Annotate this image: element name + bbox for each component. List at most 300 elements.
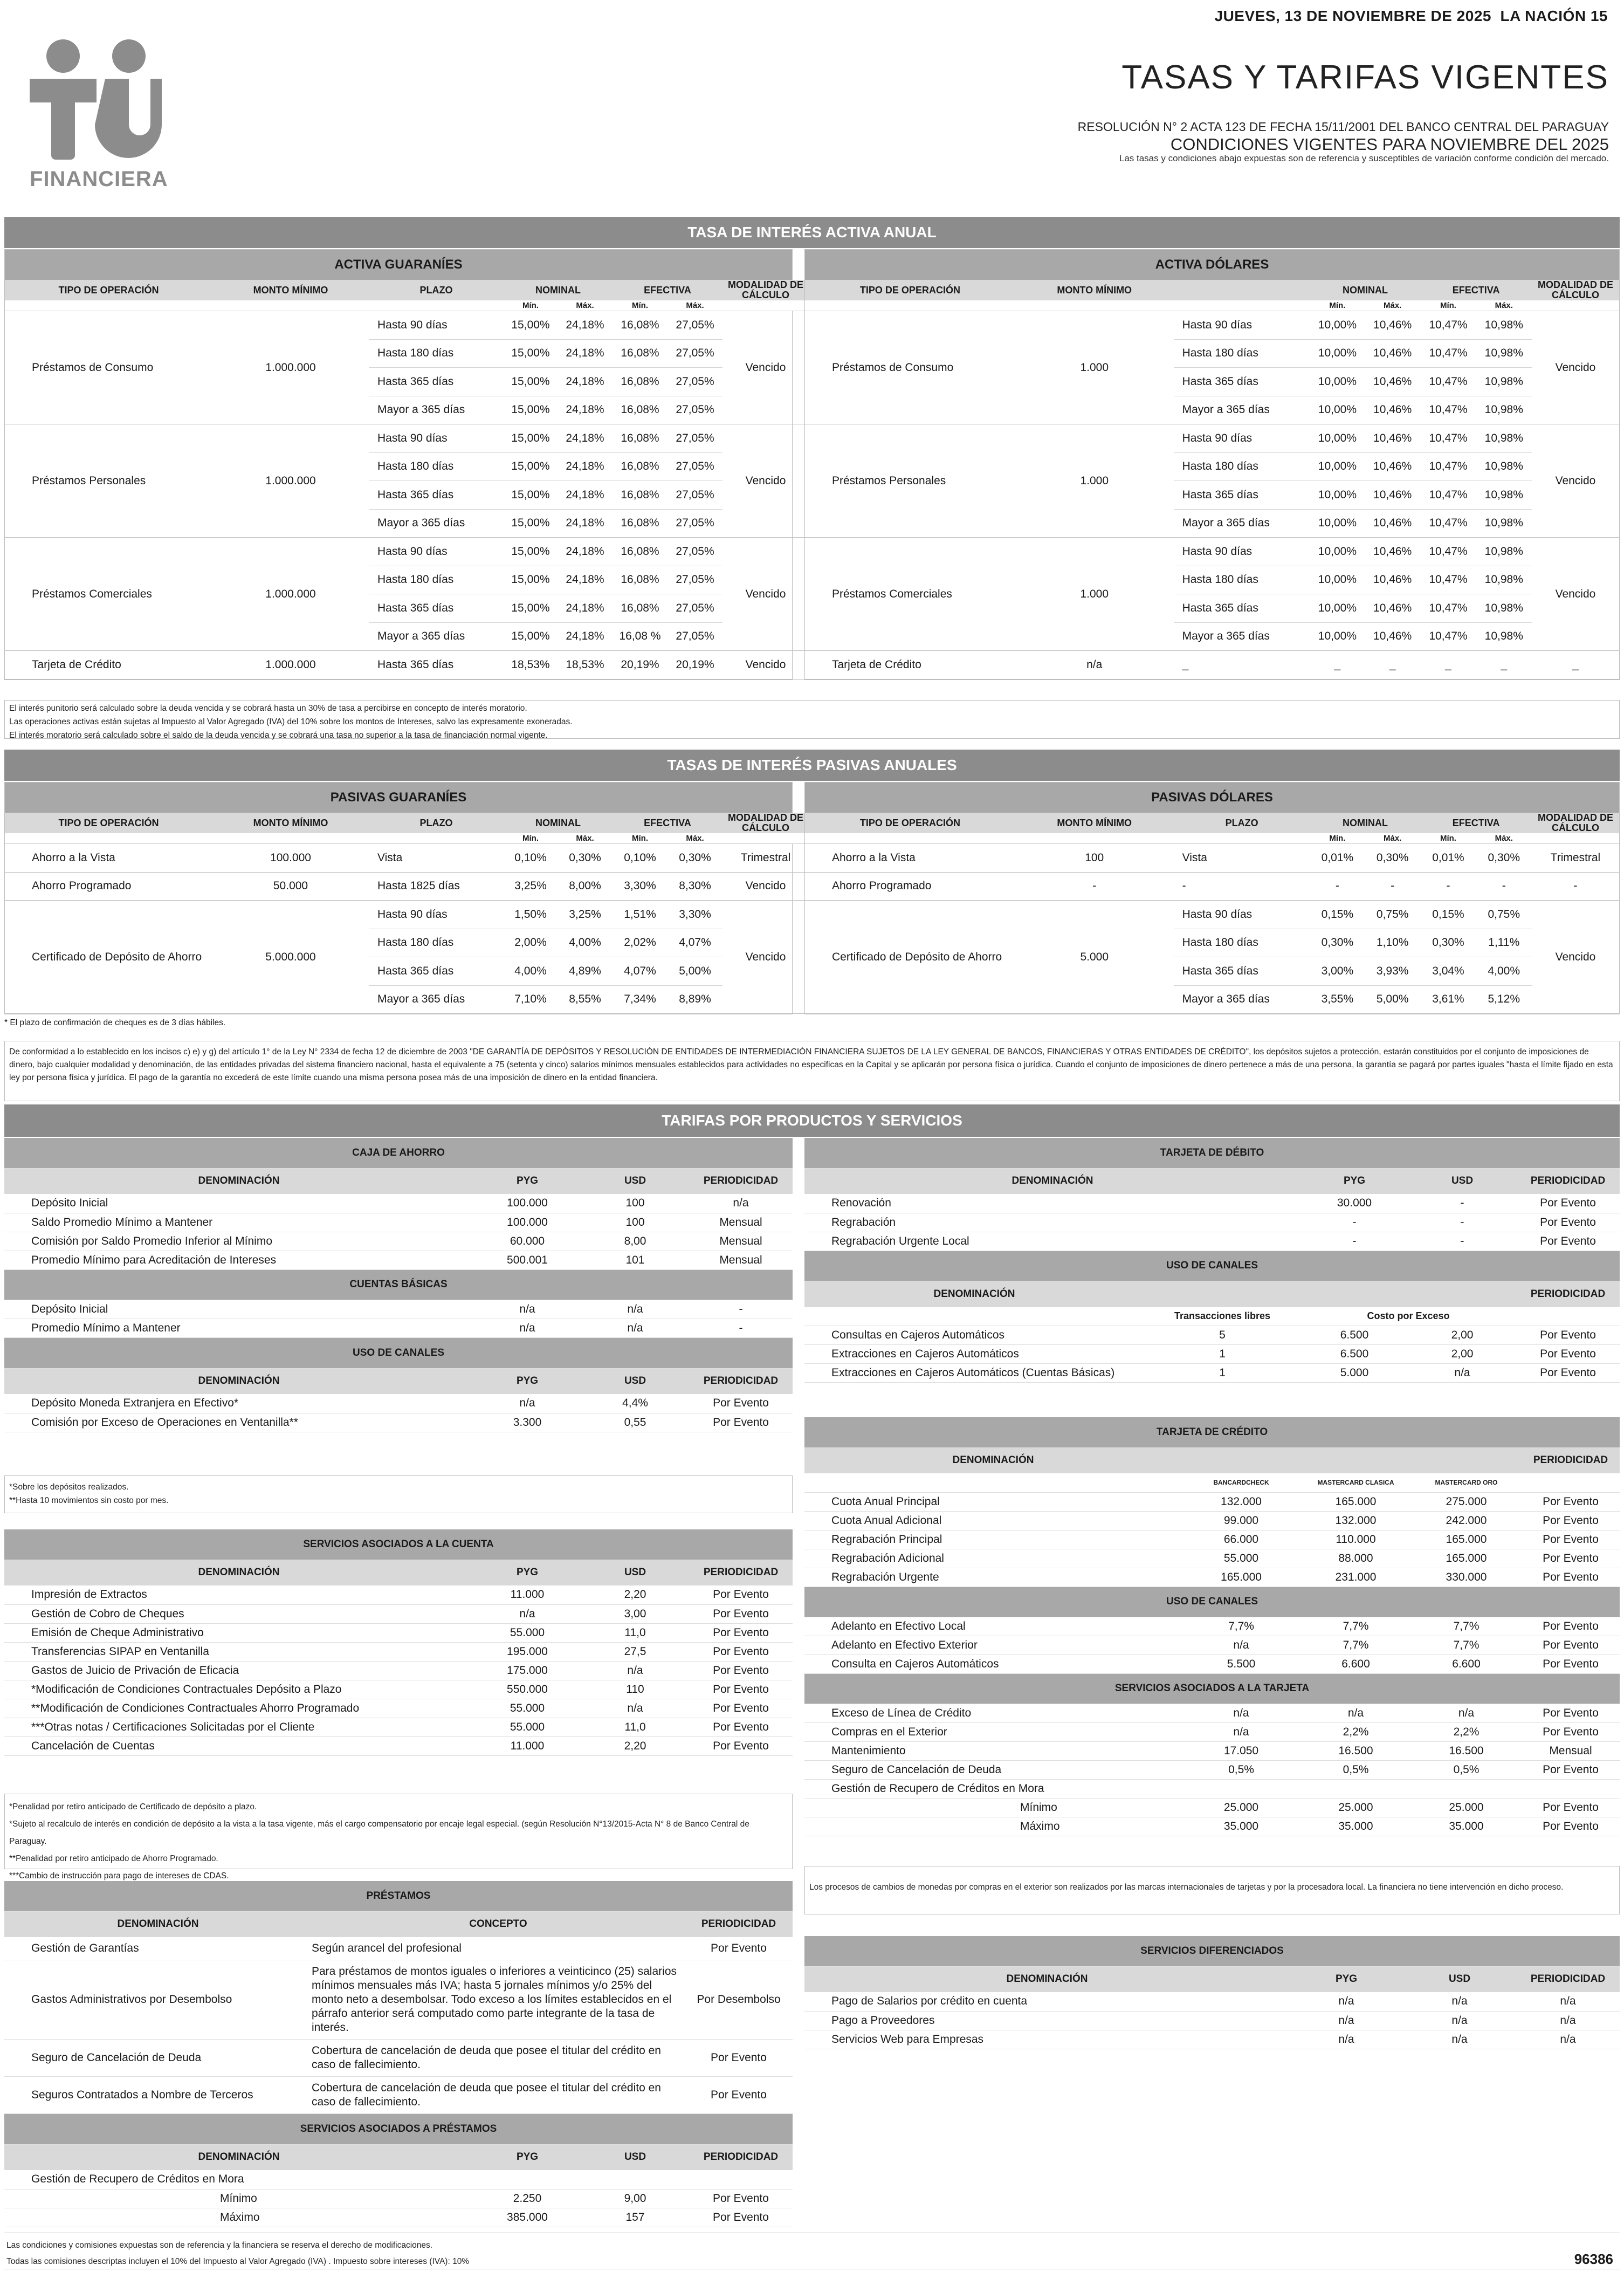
row-label: Compras en el Exterior — [804, 1722, 1182, 1741]
row-value: - — [1408, 1213, 1516, 1232]
rate-value: 0,01% — [1420, 844, 1476, 873]
canales-notes — [4, 1475, 793, 1513]
row-value: Por Evento — [685, 1937, 793, 1960]
min-amount: 1.000 — [1015, 424, 1174, 538]
row-label: Depósito Moneda Extranjera en Efectivo* — [4, 1394, 473, 1413]
term: Vista — [1174, 844, 1310, 873]
rate-value: 0,01% — [1310, 844, 1365, 873]
column-header: PERIODICIDAD — [689, 1168, 793, 1194]
rate-value: 24,18% — [558, 538, 613, 566]
rate-value: 10,00% — [1310, 452, 1365, 481]
header-modalidad: MODALIDAD DE CÁLCULO — [1532, 813, 1619, 833]
table-row — [804, 1779, 1620, 1798]
table-row — [804, 1798, 1620, 1817]
row-value: 330.000 — [1411, 1568, 1522, 1587]
rate-value: 3,30% — [668, 901, 722, 929]
table-row — [5, 901, 809, 929]
operation-type: Tarjeta de Crédito — [5, 651, 212, 679]
row-value: 165.000 — [1300, 1492, 1411, 1511]
term: Hasta 365 días — [1174, 481, 1310, 510]
row-value: n/a — [473, 1604, 581, 1623]
row-value: n/a — [1403, 2011, 1516, 2030]
rate-value: - — [1420, 872, 1476, 901]
operation-type: Préstamos Personales — [5, 424, 212, 538]
table-row — [5, 311, 809, 340]
pasiva-footnote: * El plazo de confirmación de cheques es de 3 días hábiles. — [4, 1018, 226, 1027]
header-tipo: TIPO DE OPERACIÓN — [5, 813, 212, 833]
row-value: 2,00 — [1408, 1345, 1516, 1364]
rate-value: 24,18% — [558, 481, 613, 510]
table-row — [4, 1604, 793, 1623]
rate-value: 10,46% — [1365, 424, 1420, 453]
row-value: 101 — [581, 1251, 689, 1269]
term: Hasta 90 días — [1174, 424, 1310, 453]
min-amount: 1.000.000 — [212, 311, 369, 424]
row-value: 7,7% — [1300, 1636, 1411, 1655]
row-label: Máximo — [804, 1817, 1182, 1836]
row-label: Adelanto en Efectivo Exterior — [804, 1636, 1182, 1655]
column-header: DENOMINACIÓN — [4, 1168, 473, 1194]
header-monto: MONTO MÍNIMO — [1015, 280, 1174, 300]
row-value: 157 — [581, 2208, 689, 2227]
prestamos-panel — [4, 1881, 793, 2227]
rate-value: 3,04% — [1420, 957, 1476, 986]
header-note: Las tasas y condiciones abajo expuestas son de referencia y susceptibles de variación conforme condición del mercado. — [1119, 153, 1609, 163]
rate-value: 16,08% — [613, 594, 668, 623]
row-value: Por Evento — [1516, 1326, 1620, 1345]
row-value: n/a — [1411, 1704, 1522, 1722]
row-label: Máximo — [4, 2208, 473, 2227]
row-label: Adelanto en Efectivo Local — [804, 1617, 1182, 1636]
row-label: Extracciones en Cajeros Automáticos — [804, 1345, 1144, 1364]
table-row — [805, 844, 1619, 873]
term: Mayor a 365 días — [369, 509, 504, 538]
term: Hasta 365 días — [1174, 594, 1310, 623]
table-row — [4, 1937, 793, 1960]
rate-value: 10,47% — [1420, 509, 1476, 538]
term: Hasta 180 días — [1174, 566, 1310, 594]
header-minmax: Máx. — [1365, 833, 1420, 844]
calc-mode: Vencido — [722, 538, 809, 651]
rate-value: 7,10% — [504, 985, 558, 1014]
table-row — [4, 2077, 793, 2114]
header-minmax: Máx. — [1476, 833, 1532, 844]
row-value: 25.000 — [1182, 1798, 1300, 1817]
row-value: 165.000 — [1411, 1530, 1522, 1549]
rate-value: 10,47% — [1420, 594, 1476, 623]
row-value: 100.000 — [473, 1213, 581, 1232]
resolution: RESOLUCIÓN N° 2 ACTA 123 DE FECHA 15/11/2001 DEL BANCO CENTRAL DEL PARAGUAY — [1077, 120, 1609, 134]
row-value: n/a — [1182, 1704, 1300, 1722]
rate-value: 10,00% — [1310, 622, 1365, 651]
rate-value: 10,00% — [1310, 424, 1365, 453]
tarifas-title: TARIFAS POR PRODUCTOS Y SERVICIOS — [4, 1104, 1620, 1137]
table-caption: SERVICIOS ASOCIADOS A PRÉSTAMOS — [4, 2114, 793, 2144]
rate-value: 0,30% — [1310, 929, 1365, 957]
rate-value: 0,10% — [504, 844, 558, 873]
rate-value: 4,00% — [504, 957, 558, 986]
row-value: Por Evento — [689, 1661, 793, 1680]
rate-value: _ — [1476, 651, 1532, 679]
rate-value: 24,18% — [558, 368, 613, 396]
column-header: PYG — [473, 1368, 581, 1394]
table-row — [5, 844, 809, 873]
table-row — [804, 1636, 1620, 1655]
header-date: JUEVES, 13 DE NOVIEMBRE DE 2025 LA NACIÓN 15 — [1214, 8, 1608, 24]
rate-value: 10,47% — [1420, 566, 1476, 594]
row-label: Promedio Mínimo a Mantener — [4, 1319, 473, 1338]
table-row — [4, 1300, 793, 1319]
row-value: 231.000 — [1300, 1568, 1411, 1587]
row-value: 9,00 — [581, 2189, 689, 2208]
rate-value: 24,18% — [558, 566, 613, 594]
row-value: Por Evento — [1516, 1232, 1620, 1251]
rate-value: 8,00% — [558, 872, 613, 901]
row-label: Consulta en Cajeros Automáticos — [804, 1655, 1182, 1673]
row-value: 4,4% — [581, 1394, 689, 1413]
rate-value: 0,75% — [1476, 901, 1532, 929]
rate-value: 3,93% — [1365, 957, 1420, 986]
calc-mode: Vencido — [1532, 538, 1619, 651]
header-monto: MONTO MÍNIMO — [1015, 813, 1174, 833]
servicios-diferenciados-panel — [804, 1936, 1620, 2049]
row-value: 2,00 — [1408, 1326, 1516, 1345]
row-value: Por Evento — [689, 1623, 793, 1642]
rate-value: 3,25% — [558, 901, 613, 929]
term: Hasta 90 días — [369, 311, 504, 340]
row-value: 7,7% — [1300, 1617, 1411, 1636]
row-concept: Cobertura de cancelación de deuda que posee el titular del crédito en caso de fallecimiento. — [312, 2077, 685, 2114]
rate-value: 10,00% — [1310, 339, 1365, 368]
term: Hasta 180 días — [369, 566, 504, 594]
group-label: Gestión de Recupero de Créditos en Mora — [4, 2170, 793, 2189]
row-value: n/a — [1516, 1992, 1620, 2011]
table-row — [4, 2040, 793, 2077]
rate-value: 7,34% — [613, 985, 668, 1014]
rate-value: 27,05% — [668, 566, 722, 594]
term: Hasta 365 días — [369, 368, 504, 396]
term: Mayor a 365 días — [369, 396, 504, 424]
table-row — [4, 1680, 793, 1699]
table-row — [805, 872, 1619, 901]
operation-type: Préstamos Comerciales — [5, 538, 212, 651]
servicios-cuenta-panel — [4, 1529, 793, 1756]
rate-value: 10,98% — [1476, 339, 1532, 368]
table-row — [5, 424, 809, 453]
row-label: Regrabación Urgente — [804, 1568, 1182, 1587]
row-label: Cancelación de Cuentas — [4, 1736, 473, 1755]
servicios-cuenta-notes — [4, 1794, 793, 1880]
row-value: 110.000 — [1300, 1530, 1411, 1549]
rate-value: 15,00% — [504, 311, 558, 340]
header-minmax: Mín. — [1420, 833, 1476, 844]
row-value: 27,5 — [581, 1642, 689, 1661]
operation-type: Certificado de Depósito de Ahorro — [5, 901, 212, 1014]
rate-value: 3,30% — [613, 872, 668, 901]
row-value: 100.000 — [473, 1194, 581, 1213]
row-value: 3.300 — [473, 1413, 581, 1432]
table-row — [804, 1530, 1620, 1549]
row-value: 8,00 — [581, 1232, 689, 1251]
rate-value: 1,10% — [1365, 929, 1420, 957]
row-label: Gestión de Cobro de Cheques — [4, 1604, 473, 1623]
conditions: CONDICIONES VIGENTES PARA NOVIEMBRE DEL 2025 — [1170, 135, 1609, 154]
rate-value: 10,47% — [1420, 452, 1476, 481]
table-row — [805, 901, 1619, 929]
rate-value: 10,47% — [1420, 368, 1476, 396]
table-row — [804, 1741, 1620, 1760]
term: Mayor a 365 días — [1174, 622, 1310, 651]
table-row — [805, 538, 1619, 566]
rate-value: 10,47% — [1420, 424, 1476, 453]
row-value: 7,7% — [1411, 1617, 1522, 1636]
rate-value: 10,98% — [1476, 368, 1532, 396]
row-value: Por Evento — [689, 1642, 793, 1661]
rate-value: 15,00% — [504, 622, 558, 651]
table-row — [804, 1655, 1620, 1673]
header-tipo: TIPO DE OPERACIÓN — [805, 813, 1015, 833]
table-row — [4, 2170, 793, 2189]
header-minmax: Mín. — [1310, 833, 1365, 844]
rate-value: 10,98% — [1476, 566, 1532, 594]
header-plazo: PLAZO — [1174, 813, 1310, 833]
column-header: DENOMINACIÓN — [804, 1447, 1182, 1473]
rate-value: 10,00% — [1310, 368, 1365, 396]
rate-value: 10,00% — [1310, 509, 1365, 538]
rate-value: 10,46% — [1365, 339, 1420, 368]
column-header: DENOMINACIÓN — [804, 1168, 1300, 1194]
rate-value: 27,05% — [668, 368, 722, 396]
header-minmax: Máx. — [1476, 300, 1532, 311]
row-value: n/a — [581, 1319, 689, 1338]
rate-value: 10,46% — [1365, 452, 1420, 481]
calc-mode: Vencido — [722, 311, 809, 424]
table-row — [4, 2189, 793, 2208]
min-amount: 5.000.000 — [212, 901, 369, 1014]
header-nominal: NOMINAL — [1310, 813, 1421, 833]
term: Hasta 180 días — [1174, 452, 1310, 481]
rate-value: _ — [1420, 651, 1476, 679]
tarjeta-debito-panel — [804, 1138, 1620, 1383]
row-value: 30.000 — [1300, 1194, 1408, 1213]
rate-value: 16,08% — [613, 566, 668, 594]
min-amount: 1.000.000 — [212, 651, 369, 679]
rate-value: 27,05% — [668, 339, 722, 368]
rate-value: 8,55% — [558, 985, 613, 1014]
garantia-legal: De conformidad a lo establecido en los incisos c) e) y g) del artículo 1° de la Ley N° 2334 de fecha 12 de diciembre de 2003 "DE GARANTÍA DE DEPÓSITOS Y RESOLUCIÓN DE ENTIDADES DE INTERMEDIACIÓN FINANCIERA SUJETOS DE LA LEY GENERAL DE BANCOS, FINANCIERAS Y OTRAS ENTIDADES DE CRÉDITO", los depósitos sujetos a protección, estarán constituidos por el conjunto de imposiciones de dinero, bajo cualquier modalidad y denominación, de las entidades privadas del sistema financiero nacional, hasta el equivalente a 75 (setenta y cinco) salarios mínimos mensuales establecidos para actividades no especificas en la Capital y se aplicarán por persona física o jurídica. Cuando el conjunto de imposiciones de dinero pertenece a más de una persona, la garantía se pagará por partes iguales "hasta el límite fijado en esta ley por persona física y jurídica. El pago de la garantía no excederá de este límite cuando una misma persona posea más de una imposición de dinero en la entidad financiera. — [4, 1041, 1620, 1101]
rate-value: - — [1365, 872, 1420, 901]
pasiva-dolares-panel — [804, 782, 1620, 1014]
note-line: El interés moratorio será calculado sobre el saldo de la deuda vencida y se cobrará una tasa no superior a la tasa de financiación normal vigente. — [9, 731, 548, 740]
column-header: DENOMINACIÓN — [804, 1281, 1144, 1307]
rate-value: 20,19% — [613, 651, 668, 679]
row-value: n/a — [1403, 1992, 1516, 2011]
column-header: DENOMINACIÓN — [4, 1368, 473, 1394]
row-value: Por Evento — [1522, 1511, 1620, 1530]
column-header: DENOMINACIÓN — [4, 2144, 473, 2170]
row-value: Por Evento — [1522, 1492, 1620, 1511]
card-brand: MASTERCARD ORO — [1411, 1473, 1522, 1492]
row-label: Extracciones en Cajeros Automáticos (Cuentas Básicas) — [804, 1364, 1144, 1383]
calc-mode: Vencido — [722, 651, 809, 679]
table-row — [804, 1364, 1620, 1383]
pasiva-title: TASAS DE INTERÉS PASIVAS ANUALES — [4, 750, 1620, 781]
row-value: 0,55 — [581, 1413, 689, 1432]
column-header: USD — [1403, 1966, 1516, 1992]
row-value: 35.000 — [1411, 1817, 1522, 1836]
table-row — [804, 1345, 1620, 1364]
row-label: ***Otras notas / Certificaciones Solicitadas por el Cliente — [4, 1718, 473, 1736]
row-value: n/a — [581, 1699, 689, 1718]
table-caption: CAJA DE AHORRO — [4, 1138, 793, 1168]
calc-mode: _ — [1532, 651, 1619, 679]
header-tipo: TIPO DE OPERACIÓN — [5, 280, 212, 300]
table-row — [4, 1413, 793, 1432]
rate-value: 10,00% — [1310, 311, 1365, 340]
note-line: El interés punitorio será calculado sobre la deuda vencida y se cobrará hasta un 30% de tasa a percibirse en concepto de interés moratorio. — [9, 704, 527, 713]
note-line: Las operaciones activas están sujetas al Impuesto al Valor Agregado (IVA) del 10% sobre los montos de Intereses, salvo las expresamente exoneradas. — [9, 717, 573, 726]
term: Hasta 365 días — [1174, 368, 1310, 396]
rate-value: 0,30% — [1476, 844, 1532, 873]
row-value: 6.600 — [1300, 1655, 1411, 1673]
rate-value: 24,18% — [558, 311, 613, 340]
row-value: 1 — [1144, 1364, 1300, 1383]
rate-value: 15,00% — [504, 594, 558, 623]
table-row — [804, 2011, 1620, 2030]
row-value: - — [1408, 1232, 1516, 1251]
rate-value: 16,08% — [613, 396, 668, 424]
rate-value: 1,11% — [1476, 929, 1532, 957]
term: Hasta 365 días — [369, 481, 504, 510]
footer-line-2: Todas las comisiones descriptas incluyen el 10% del Impuesto al Valor Agregado (IVA) . Impuesto sobre intereses (IVA): 10% — [6, 2257, 470, 2266]
min-amount: 100.000 — [212, 844, 369, 873]
row-value: Por Evento — [1516, 1194, 1620, 1213]
rate-value: 27,05% — [668, 424, 722, 453]
row-value: 11.000 — [473, 1736, 581, 1755]
column-header: PYG — [473, 1168, 581, 1194]
row-value: Por Evento — [689, 1604, 793, 1623]
header-minmax: Mín. — [504, 300, 558, 311]
activa-pyg-subtitle: ACTIVA GUARANÍES — [5, 250, 792, 280]
rate-value: 27,05% — [668, 396, 722, 424]
card-brand: MASTERCARD CLASICA — [1300, 1473, 1411, 1492]
rate-value: 27,05% — [668, 481, 722, 510]
min-amount: 50.000 — [212, 872, 369, 901]
row-label: Saldo Promedio Mínimo a Mantener — [4, 1213, 473, 1232]
row-value: n/a — [473, 1300, 581, 1319]
sub-header: Transacciones libres — [1144, 1307, 1300, 1326]
row-label: Pago a Proveedores — [804, 2011, 1290, 2030]
table-row — [804, 2030, 1620, 2049]
row-value: 55.000 — [473, 1718, 581, 1736]
row-value: Por Evento — [1522, 1636, 1620, 1655]
column-header: DENOMINACIÓN — [804, 1966, 1290, 1992]
row-label: Cuota Anual Principal — [804, 1492, 1182, 1511]
rate-value: 4,00% — [558, 929, 613, 957]
operation-type: Préstamos de Consumo — [805, 311, 1015, 424]
operation-type: Ahorro a la Vista — [5, 844, 212, 873]
footer — [4, 2233, 1620, 2269]
row-value: 7,7% — [1182, 1617, 1300, 1636]
activa-usd-subtitle: ACTIVA DÓLARES — [805, 250, 1619, 280]
note-line: **Penalidad por retiro anticipado de Ahorro Programado. — [9, 1854, 218, 1863]
row-value: Por Evento — [1522, 1530, 1620, 1549]
table-row — [4, 1319, 793, 1338]
header-plazo — [1174, 280, 1310, 300]
rate-value: 3,55% — [1310, 985, 1365, 1014]
rate-value: 10,98% — [1476, 622, 1532, 651]
table-row — [5, 651, 809, 679]
header-nominal: NOMINAL — [504, 813, 613, 833]
row-value: Mensual — [689, 1251, 793, 1269]
table-row — [804, 1549, 1620, 1568]
term: Hasta 90 días — [369, 424, 504, 453]
term: Vista — [369, 844, 504, 873]
rate-value: 10,46% — [1365, 538, 1420, 566]
term: Hasta 365 días — [369, 957, 504, 986]
rate-value: 10,46% — [1365, 368, 1420, 396]
row-label: Renovación — [804, 1194, 1300, 1213]
row-value: n/a — [1408, 1364, 1516, 1383]
table-row — [804, 1326, 1620, 1345]
row-label: Regrabación — [804, 1213, 1300, 1232]
row-label: Comisión por Saldo Promedio Inferior al Mínimo — [4, 1232, 473, 1251]
page-title: TASAS Y TARIFAS VIGENTES — [1121, 59, 1609, 96]
rate-value: 16,08% — [613, 368, 668, 396]
term: Hasta 180 días — [369, 339, 504, 368]
rate-value: 24,18% — [558, 452, 613, 481]
rate-value: 24,18% — [558, 396, 613, 424]
rate-value: 15,00% — [504, 396, 558, 424]
table-row — [5, 872, 809, 901]
row-label: Gastos de Juicio de Privación de Eficacia — [4, 1661, 473, 1680]
rate-value: 27,05% — [668, 509, 722, 538]
row-value: 88.000 — [1300, 1549, 1411, 1568]
table-row — [805, 651, 1619, 679]
row-value: 165.000 — [1411, 1549, 1522, 1568]
sub-header: Costo por Exceso — [1300, 1307, 1516, 1326]
row-value: 5.500 — [1182, 1655, 1300, 1673]
column-header: PYG — [473, 2144, 581, 2170]
row-value: - — [689, 1300, 793, 1319]
term: Hasta 180 días — [369, 452, 504, 481]
column-header: PERIODICIDAD — [1522, 1447, 1620, 1473]
table-caption: USO DE CANALES — [804, 1587, 1620, 1617]
calc-mode: Trimestral — [722, 844, 809, 873]
row-value: n/a — [1182, 1636, 1300, 1655]
calc-mode: Vencido — [1532, 311, 1619, 424]
row-value: 25.000 — [1300, 1798, 1411, 1817]
rate-value: 10,46% — [1365, 509, 1420, 538]
row-label: Mínimo — [804, 1798, 1182, 1817]
table-row — [804, 1232, 1620, 1251]
rate-value: 18,53% — [558, 651, 613, 679]
term: Hasta 90 días — [1174, 901, 1310, 929]
rate-value: 10,98% — [1476, 481, 1532, 510]
rate-value: 10,47% — [1420, 538, 1476, 566]
table-caption: CUENTAS BÁSICAS — [4, 1270, 793, 1300]
table-caption: SERVICIOS ASOCIADOS A LA TARJETA — [804, 1673, 1620, 1704]
row-value: 0,5% — [1300, 1760, 1411, 1779]
row-label: **Modificación de Condiciones Contractuales Ahorro Programado — [4, 1699, 473, 1718]
rate-value: 10,98% — [1476, 424, 1532, 453]
rate-value: 10,47% — [1420, 622, 1476, 651]
rate-value: 10,00% — [1310, 396, 1365, 424]
rate-value: 16,08% — [613, 311, 668, 340]
column-header: PYG — [473, 1560, 581, 1585]
rate-value: 10,98% — [1476, 396, 1532, 424]
rate-value: 10,98% — [1476, 509, 1532, 538]
